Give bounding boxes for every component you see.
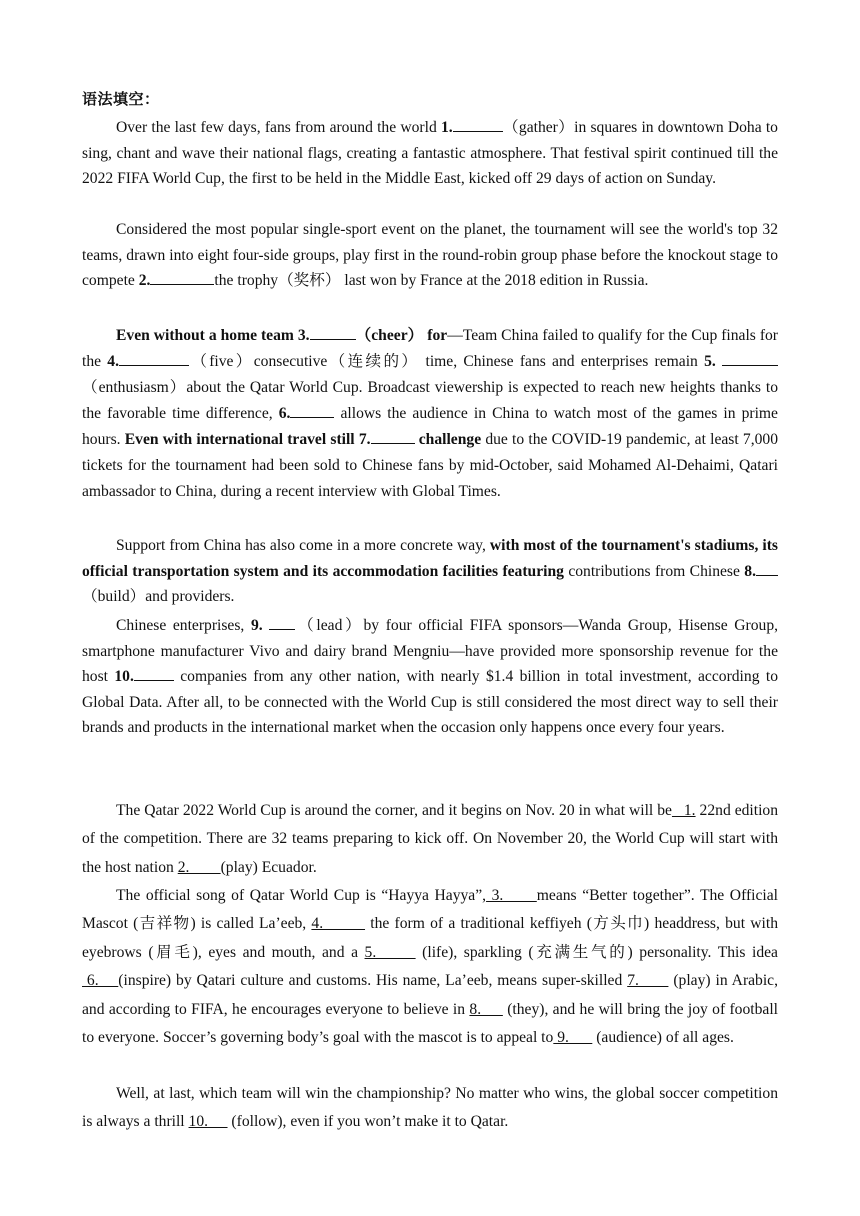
answer-blank-b7[interactable]: 7. xyxy=(627,972,669,990)
blank-number-4: 4. xyxy=(107,353,119,370)
passage-a-paragraph-3 xyxy=(82,323,778,505)
answer-blank-7[interactable] xyxy=(371,428,415,444)
text: The Qatar 2022 World Cup is around the corner, and it begins on Nov. 20 in what will be xyxy=(116,802,672,819)
passage-b-paragraph-2 xyxy=(82,882,778,1052)
text: the form of a traditional keffiyeh (方头巾) headdress, but with eyebrows (眉毛), eyes and mouth, and a xyxy=(82,915,778,961)
bold-text: （cheer） for xyxy=(355,327,448,344)
text: contributions from Chinese xyxy=(563,562,745,580)
answer-blank-b5[interactable]: 5. xyxy=(364,943,416,961)
passage-a-paragraph-4 xyxy=(82,533,778,610)
answer-blank-b1[interactable]: 1. xyxy=(671,802,696,819)
text: means “Better together”. The Official Mascot (吉祥物) is called La’eeb, xyxy=(82,887,779,933)
text: companies from any other nation, with nearly $1.4 billion in total investment, according to Global Data. After all, to be connected with the World Cup is still considered the most direct way to sell their brands and products in the international market when the occasion only happens once every four years. xyxy=(82,668,778,736)
text: (inspire) by Qatari culture and customs. His name, La’eeb, means super-skilled xyxy=(118,972,628,990)
text: due to the COVID-19 pandemic, at least 7,000 tickets for the tournament had been sold to Chinese fans by mid-October, said Mohamed Al-Dehaimi, Qatari ambassador to China, during a recent interview with Global Times. xyxy=(82,431,778,500)
text: Support from China has also come in a more concrete way, xyxy=(116,537,490,554)
text: (they), and he will bring the joy of football to everyone. Soccer’s governing body’s goal with the mascot is to appeal to xyxy=(82,1000,778,1047)
answer-blank-b10[interactable]: 10. xyxy=(188,1113,228,1131)
blank-number-2: 2. xyxy=(138,272,151,289)
text: 22nd edition of the competition. There are 32 teams preparing to kick off. On November 20, the World Cup will start with the host nation xyxy=(82,802,779,876)
text: (play) in Arabic, and according to FIFA, he encourages everyone to believe in xyxy=(82,972,779,1018)
answer-blank-10[interactable] xyxy=(134,665,174,681)
text: Over the last few days, fans from around the world xyxy=(116,119,441,136)
text: （gather）in squares in downtown Doha to sing, chant and wave their national flags, creating a fantastic atmosphere. That festival spirit continued till the 2022 FIFA World Cup, the first to be held in the Middle East, kicked off 29 days of action on Sunday. xyxy=(82,119,778,187)
blank-number-1: 1. xyxy=(440,119,453,136)
bold-text: Even without a home team xyxy=(116,327,298,344)
passage-a-paragraph-2 xyxy=(82,217,778,294)
text: （enthusiasm）about the Qatar World Cup. Broadcast viewership is expected to reach new heights thanks to the favorable time difference, xyxy=(82,379,778,422)
text: (life), sparkling (充满生气的) personality. This idea xyxy=(415,943,778,961)
answer-blank-5[interactable] xyxy=(722,350,778,366)
answer-blank-3[interactable] xyxy=(310,324,356,340)
text: the trophy（奖杯） last won by France at the 2018 edition in Russia. xyxy=(214,272,649,289)
blank-number-3: 3. xyxy=(297,327,310,344)
answer-blank-8[interactable] xyxy=(756,560,778,576)
text: Considered the most popular single-sport event on the planet, the tournament will see the world's top 32 teams, drawn into eight four-side groups, play first in the round-robin group phase before the knockout stage to compete xyxy=(82,221,778,289)
answer-blank-b6[interactable]: 6. xyxy=(82,972,119,990)
text: allows the audience in China to watch most of the games in prime hours. xyxy=(82,405,778,448)
answer-blank-b9[interactable]: 9. xyxy=(553,1029,593,1047)
answer-blank-b4[interactable]: 4. xyxy=(311,915,366,933)
blank-number-9: 9. xyxy=(250,617,270,634)
text: Chinese enterprises, xyxy=(116,617,251,634)
bold-text: Even with international travel still xyxy=(124,431,359,448)
answer-blank-b2[interactable]: 2. xyxy=(177,858,221,876)
text: （five）consecutive（连续的） time, Chinese fans and enterprises remain xyxy=(188,353,705,370)
text: （lead）by four official FIFA sponsors—Wanda Group, Hisense Group, smartphone manufacturer Vivo and dairy brand Mengniu—have provided more sponsorship revenue for the host xyxy=(82,617,779,685)
worksheet-heading: 语法填空： xyxy=(82,90,160,108)
blank-number-6: 6. xyxy=(278,405,291,422)
answer-blank-4[interactable] xyxy=(119,350,189,366)
blank-number-8: 8. xyxy=(744,562,756,580)
answer-blank-6[interactable] xyxy=(290,402,334,418)
blank-number-7: 7. xyxy=(358,431,371,448)
answer-blank-2[interactable] xyxy=(150,269,214,285)
text: (follow), even if you won’t make it to Qatar. xyxy=(227,1113,509,1131)
blank-number-10: 10. xyxy=(114,668,134,685)
answer-blank-1[interactable] xyxy=(453,116,503,132)
text: (play) Ecuador. xyxy=(220,858,317,876)
text: Well, at last, which team will win the championship? No matter who wins, the global soccer competition is always a thrill xyxy=(82,1085,778,1131)
text: (audience) of all ages. xyxy=(592,1029,734,1047)
text: —Team China failed to qualify for the Cup finals for the xyxy=(82,327,779,370)
answer-blank-b8[interactable]: 8. xyxy=(469,1000,503,1018)
text: The official song of Qatar World Cup is “Hayya Hayya”, xyxy=(116,887,487,904)
bold-text: challenge xyxy=(414,431,482,448)
passage-a-paragraph-5 xyxy=(82,613,778,741)
passage-b-paragraph-1 xyxy=(82,797,778,882)
answer-blank-b3[interactable]: 3. xyxy=(486,887,537,904)
answer-blank-9[interactable] xyxy=(269,614,295,630)
bold-text: with most of the tournament's stadiums, its official transportation system and its accommodation facilities featuring xyxy=(82,537,778,580)
blank-number-5: 5. xyxy=(704,353,723,370)
passage-b-paragraph-3 xyxy=(82,1080,778,1137)
text: （build）and providers. xyxy=(82,588,235,605)
passage-a-paragraph-1 xyxy=(82,115,778,192)
